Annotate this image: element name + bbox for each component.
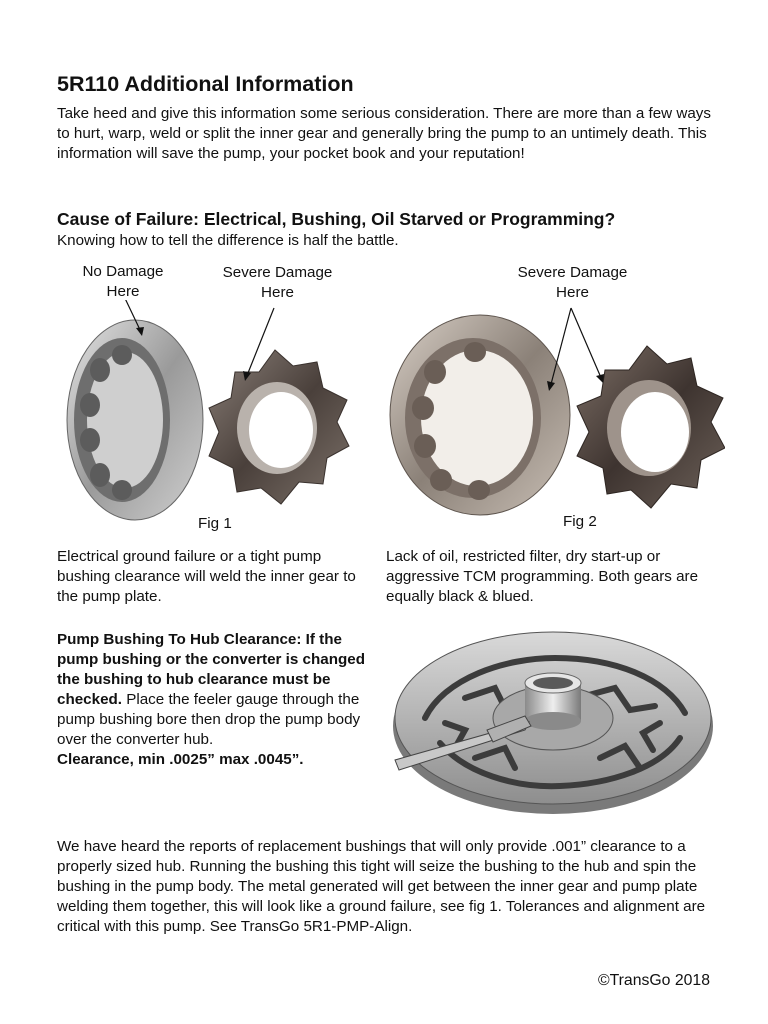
clearance-paragraph bbox=[57, 630, 382, 770]
fig1-description: Electrical ground failure or a tight pump bushing clearance will weld the inner gear to the pump plate. bbox=[57, 548, 356, 605]
fig1-no-damage-label: No Damage Here bbox=[82, 263, 164, 300]
fig2-description: Lack of oil, restricted filter, dry start-up or aggressive TCM programming. Both gears are equally black & blued. bbox=[386, 548, 699, 605]
fig1-caption: Fig 1 bbox=[198, 515, 232, 532]
fig1-severe-damage-label: Severe Damage Here bbox=[222, 264, 333, 301]
fig2-caption: Fig 2 bbox=[563, 513, 597, 530]
fig2-gear-photo bbox=[385, 300, 725, 535]
fig2-severe-damage-label: Severe Damage Here bbox=[517, 264, 628, 301]
fig1-gear-photo bbox=[60, 300, 360, 535]
section-heading: Cause of Failure: Electrical, Bushing, Oil Starved or Programming? bbox=[57, 209, 616, 229]
intro-paragraph: Take heed and give this information some serious consideration. There are more than a few ways to hurt, warp, weld or split the inner gear and generally bring the pump to an untimely death. This information will save the pump, your pocket book and your reputation! bbox=[57, 105, 711, 162]
closing-paragraph: We have heard the reports of replacement bushings that will only provide .001” clearance to a properly sized hub. Running the bushing this tight will seize the bushing to the hub and spin the bushing in the pump body. The metal generated will get between the inner gear and pump plate welding them together, this will look like a ground failure, see fig 1. Tolerances and alignment are critical with this pump. See TransGo 5R1-PMP-Align. bbox=[57, 838, 706, 935]
clearance-body: Place the feeler gauge through the pump bushing bore then drop the pump body over the converter hub. bbox=[57, 691, 361, 748]
pump-feeler-gauge-photo bbox=[385, 618, 715, 818]
section-subheading: Knowing how to tell the difference is half the battle. bbox=[57, 232, 399, 249]
page-title: 5R110 Additional Information bbox=[57, 72, 354, 96]
footer-copyright: ©TransGo 2018 bbox=[597, 972, 710, 989]
clearance-spec: Clearance, min .0025” max .0045”. bbox=[57, 751, 304, 768]
clearance-bold-intro: Pump Bushing To Hub Clearance: If the pump bushing or the converter is changed the bushing to hub clearance must be checked. bbox=[57, 631, 366, 708]
